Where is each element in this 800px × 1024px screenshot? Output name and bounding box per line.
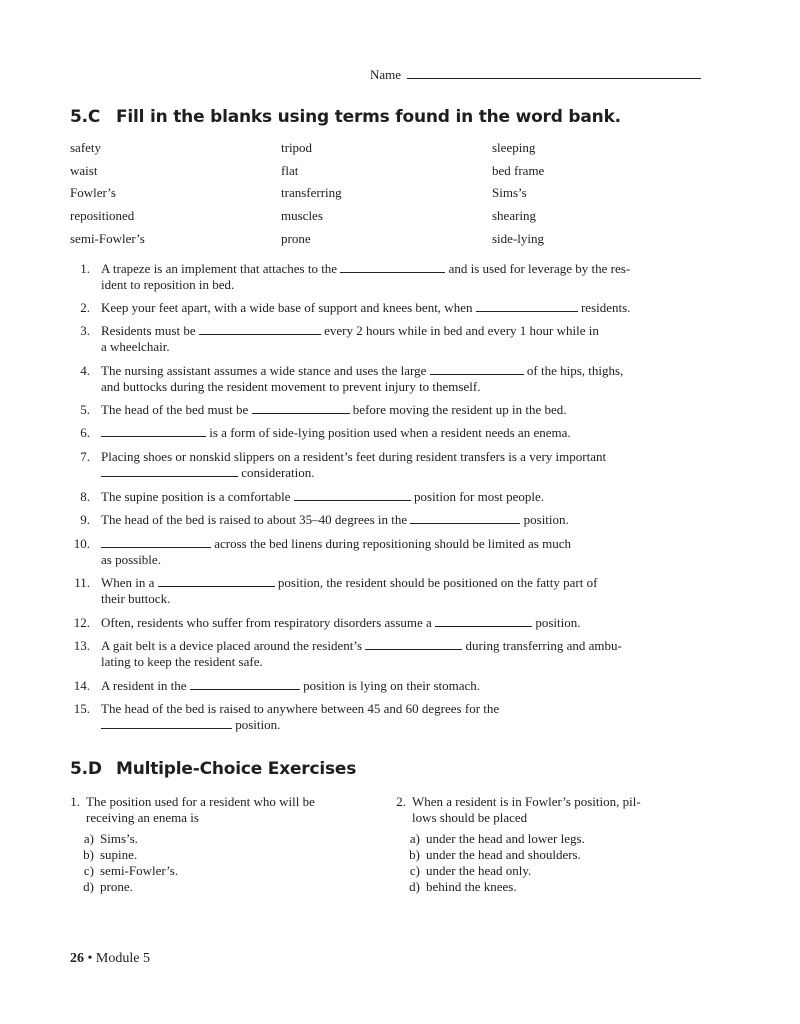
option-text: under the head and shoulders. — [426, 847, 581, 862]
answer-blank[interactable] — [101, 465, 238, 477]
item-number: 4. — [80, 363, 90, 378]
item-number: 15. — [73, 701, 90, 716]
item-line — [101, 379, 701, 395]
item-line — [101, 489, 701, 505]
option-letter: b) — [409, 847, 420, 862]
footer-module: Module 5 — [95, 951, 150, 966]
item-text — [101, 701, 701, 732]
item-text-segment: Placing shoes or nonskid slippers on a resident’s feet during resident transfers is a very important — [101, 449, 607, 464]
option-letter: c) — [409, 863, 420, 878]
item-number: 8. — [80, 489, 90, 504]
word-bank-term: tripod — [281, 140, 313, 155]
question-line: receiving an enema is — [86, 809, 199, 825]
item-line — [101, 449, 701, 465]
item-text-segment: The head of the bed must be — [101, 402, 252, 417]
footer-bullet: • — [87, 951, 93, 966]
item-text-segment: position. — [232, 716, 281, 732]
item-text-segment: consideration. — [238, 464, 315, 480]
question-line: The position used for a resident who will be — [86, 794, 315, 809]
answer-blank[interactable] — [101, 425, 206, 437]
item-text-segment: lating to keep the resident safe. — [101, 653, 263, 669]
question-line: When a resident is in Fowler’s position, pil- — [412, 794, 641, 809]
word-bank-term: bed frame — [492, 162, 545, 178]
word-bank-term: flat — [281, 162, 299, 178]
item-number: 9. — [80, 512, 90, 527]
item-text-segment: of the hips, thighs, — [523, 363, 624, 378]
word-bank-term: waist — [70, 162, 98, 178]
item-text-segment: before moving the resident up in the bed. — [349, 402, 567, 417]
answer-blank[interactable] — [365, 638, 462, 650]
answer-blank[interactable] — [410, 512, 520, 524]
question-text — [412, 794, 692, 825]
name-label: Name — [370, 67, 402, 82]
word-bank-term: Fowler’s — [70, 185, 116, 201]
option-text: prone. — [100, 879, 133, 894]
item-text-segment: position. — [532, 615, 581, 630]
item-text-segment: When in a — [101, 575, 158, 590]
option-letter: c) — [83, 863, 94, 878]
word-bank-term: shearing — [492, 208, 537, 224]
word-bank-term: sleeping — [492, 140, 536, 155]
word-bank-term: Sims’s — [492, 185, 527, 201]
item-number: 1. — [80, 261, 90, 276]
item-text — [101, 489, 701, 505]
item-text — [101, 323, 701, 354]
item-number: 6. — [80, 425, 90, 440]
item-number: 2. — [80, 300, 90, 315]
question-line: lows should be placed — [412, 809, 528, 825]
answer-blank[interactable] — [294, 489, 411, 501]
item-number: 14. — [73, 678, 90, 693]
item-line — [101, 678, 701, 694]
option-letter: d) — [83, 879, 94, 894]
item-text-segment: position, the resident should be positioned on the fatty part of — [274, 575, 598, 590]
answer-blank[interactable] — [430, 363, 524, 375]
item-number: 13. — [73, 638, 90, 653]
item-line — [101, 277, 701, 293]
item-line — [101, 300, 701, 316]
word-bank-term: muscles — [281, 208, 323, 224]
item-line — [101, 701, 701, 717]
item-text — [101, 300, 701, 316]
option-letter: d) — [409, 879, 420, 894]
answer-blank[interactable] — [190, 678, 300, 690]
word-bank-term: semi-Fowler’s — [70, 230, 145, 246]
item-text — [101, 449, 701, 480]
name-blank[interactable] — [407, 66, 701, 79]
item-text-segment: The head of the bed is raised to anywhere between 45 and 60 degrees for the — [101, 701, 500, 716]
item-text — [101, 425, 701, 441]
item-text-segment: their buttock. — [101, 590, 171, 606]
item-number: 10. — [73, 536, 90, 551]
page-number: 26 — [70, 951, 84, 966]
item-line — [101, 465, 701, 481]
item-text-segment: and buttocks during the resident movement to prevent injury to themself. — [101, 378, 481, 394]
answer-blank[interactable] — [435, 615, 532, 627]
answer-blank[interactable] — [340, 261, 445, 273]
item-line — [101, 536, 701, 552]
item-text-segment: The nursing assistant assumes a wide stance and uses the large — [101, 363, 430, 378]
item-number: 5. — [80, 402, 90, 417]
item-text-segment: Residents must be — [101, 323, 199, 338]
answer-blank[interactable] — [101, 536, 211, 548]
answer-blank[interactable] — [476, 300, 578, 312]
item-text-segment: Often, residents who suffer from respiratory disorders assume a — [101, 615, 436, 630]
item-text-segment: Keep your feet apart, with a wide base of support and knees bent, when — [101, 300, 476, 315]
item-line — [101, 654, 701, 670]
item-line — [101, 615, 701, 631]
item-text-segment: during transferring and ambu- — [462, 638, 622, 653]
option-text: semi-Fowler’s. — [100, 863, 179, 878]
item-number: 12. — [73, 615, 90, 630]
option-letter: b) — [83, 847, 94, 862]
word-bank-term: side-lying — [492, 230, 544, 246]
item-text-segment: A gait belt is a device placed around the resident’s — [101, 638, 366, 653]
item-number: 11. — [74, 575, 90, 590]
section-d-title: Multiple-Choice Exercises — [116, 759, 357, 779]
question-text — [86, 794, 366, 825]
option-letter: a) — [409, 831, 420, 846]
item-text — [101, 402, 701, 418]
item-number: 3. — [80, 323, 90, 338]
page-footer — [70, 951, 150, 967]
section-d-number: 5.D — [70, 759, 102, 779]
item-text — [101, 536, 701, 567]
item-line — [101, 512, 701, 528]
option-text: supine. — [100, 847, 138, 862]
word-bank-term: repositioned — [70, 208, 135, 224]
item-text-segment: is a form of side-lying position used when a resident needs an enema. — [206, 425, 571, 440]
item-line — [101, 717, 701, 733]
item-text-segment: ident to reposition in bed. — [101, 276, 235, 292]
item-text-segment: The supine position is a comfortable — [101, 489, 294, 504]
item-text — [101, 615, 701, 631]
item-text-segment: A resident in the — [101, 678, 190, 693]
item-text-segment: as possible. — [101, 551, 161, 567]
item-number: 7. — [80, 449, 90, 464]
item-text-segment: every 2 hours while in bed and every 1 hour while in — [320, 323, 599, 338]
answer-blank[interactable] — [101, 717, 232, 729]
option-text: behind the knees. — [426, 879, 517, 894]
item-text-segment: A trapeze is an implement that attaches to the — [101, 261, 341, 276]
name-field — [370, 66, 701, 83]
item-line — [101, 552, 701, 568]
option-text: Sims’s. — [100, 831, 138, 846]
item-text — [101, 363, 701, 394]
item-text-segment: a wheelchair. — [101, 338, 170, 354]
item-text-segment: residents. — [577, 300, 631, 315]
section-c-heading — [70, 107, 621, 127]
item-text-segment: across the bed linens during repositioning should be limited as much — [211, 536, 571, 551]
answer-blank[interactable] — [158, 575, 275, 587]
option-text: under the head only. — [426, 863, 532, 878]
item-text-segment: position for most people. — [410, 489, 545, 504]
item-text-segment: position. — [520, 512, 569, 527]
item-text-segment: The head of the bed is raised to about 35–40 degrees in the — [101, 512, 411, 527]
item-text — [101, 678, 701, 694]
word-bank-term: prone — [281, 230, 311, 246]
item-text — [101, 261, 701, 292]
option-text: under the head and lower legs. — [426, 831, 585, 846]
item-text — [101, 638, 701, 669]
question-number: 2. — [396, 794, 406, 809]
section-d-heading — [70, 759, 356, 779]
item-text — [101, 512, 701, 528]
item-line — [101, 638, 701, 654]
item-text-segment: position is lying on their stomach. — [299, 678, 481, 693]
word-bank-term: transferring — [281, 185, 342, 201]
item-text — [101, 575, 701, 606]
section-c-number: 5.C — [70, 107, 101, 127]
option-letter: a) — [83, 831, 94, 846]
item-line — [101, 261, 701, 277]
item-line — [101, 591, 701, 607]
section-c-title: Fill in the blanks using terms found in the word bank. — [116, 107, 621, 127]
item-line — [101, 363, 701, 379]
item-line — [101, 323, 701, 339]
answer-blank[interactable] — [199, 323, 321, 335]
item-line — [101, 425, 701, 441]
item-line — [101, 402, 701, 418]
question-number: 1. — [70, 794, 80, 809]
word-bank-term: safety — [70, 140, 102, 155]
item-line — [101, 575, 701, 591]
item-line — [101, 339, 701, 355]
answer-blank[interactable] — [252, 402, 350, 414]
item-text-segment: and is used for leverage by the res- — [445, 261, 631, 276]
